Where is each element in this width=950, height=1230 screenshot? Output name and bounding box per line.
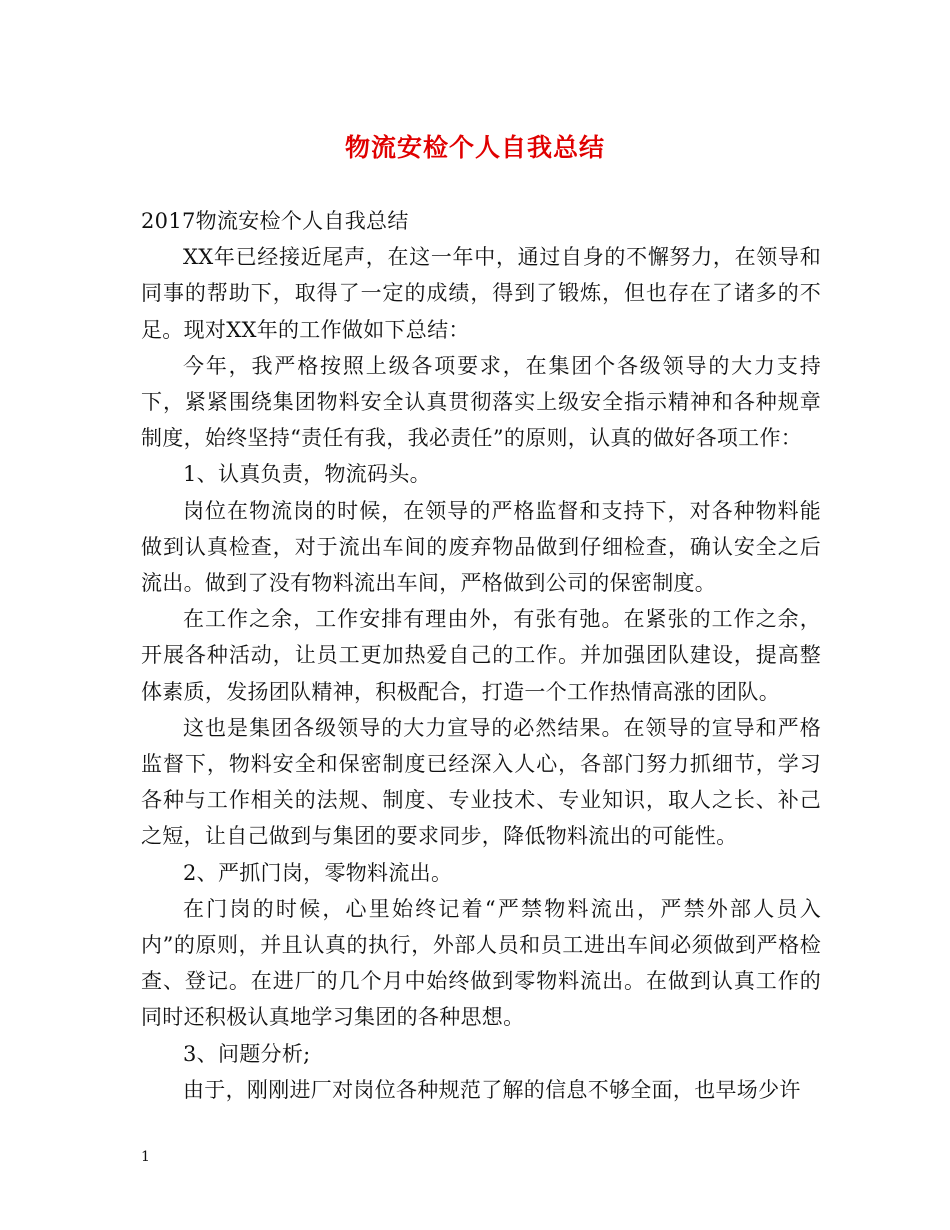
page-number: 1 <box>141 1149 150 1165</box>
section-heading-2: 2、严抓门岗，零物料流出。 <box>183 860 453 885</box>
section-heading-1: 1、认真负责，物流码头。 <box>183 462 431 487</box>
paragraph-gate-post: 在门岗的时候，心里始终记着“严禁物料流出，严禁外部人员入内”的原则，并且认真的执行，外部人员和员工进出车间必须做到严格检查、登记。在进厂的几个月中始终做到零物料流出。在做到认真工作的同时还积极认真地学习集团的各种思想。 <box>141 896 821 1030</box>
paragraph-problem-analysis: 由于，刚刚进厂对岗位各种规范了解的信息不够全面，也早场少许 <box>183 1077 801 1102</box>
paragraph-team-building: 在工作之余，工作安排有理由外，有张有弛。在紧张的工作之余，开展各种活动，让员工更加热爱自己的工作。并加强团队建设，提高整体素质，发扬团队精神，积极配合，打造一个工作热情高涨的团队。 <box>141 607 821 704</box>
document-title: 物流安检个人自我总结 <box>344 133 605 162</box>
paragraph-leadership: 这也是集团各级领导的大力宣导的必然结果。在领导的宣导和严格监督下，物料安全和保密制度已经深入人心，各部门努力抓细节，学习各种与工作相关的法规、制度、专业技术、专业知识，取人之长、补己之短，让自己做到与集团的要求同步，降低物料流出的可能性。 <box>141 715 821 849</box>
document-body <box>141 203 821 1108</box>
paragraph-logistics-post: 岗位在物流岗的时候，在领导的严格监督和支持下，对各种物料能做到认真检查，对于流出车间的废弃物品做到仔细检查，确认安全之后流出。做到了没有物料流出车间，严格做到公司的保密制度。 <box>141 498 821 596</box>
section-heading-3: 3、问题分析; <box>183 1041 311 1066</box>
subtitle-line: 2017物流安检个人自我总结 <box>141 209 409 233</box>
paragraph-overview: 今年，我严格按照上级各项要求，在集团个各级领导的大力支持下，紧紧围绕集团物料安全认真贯彻落实上级安全指示精神和各种规章制度，始终坚持“责任有我，我必责任”的原则，认真的做好各项工作： <box>141 353 821 451</box>
paragraph-intro: XX年已经接近尾声，在这一年中，通过自身的不懈努力，在领导和同事的帮助下，取得了一定的成绩，得到了锻炼，但也存在了诸多的不足。现对XX年的工作做如下总结： <box>141 245 821 342</box>
